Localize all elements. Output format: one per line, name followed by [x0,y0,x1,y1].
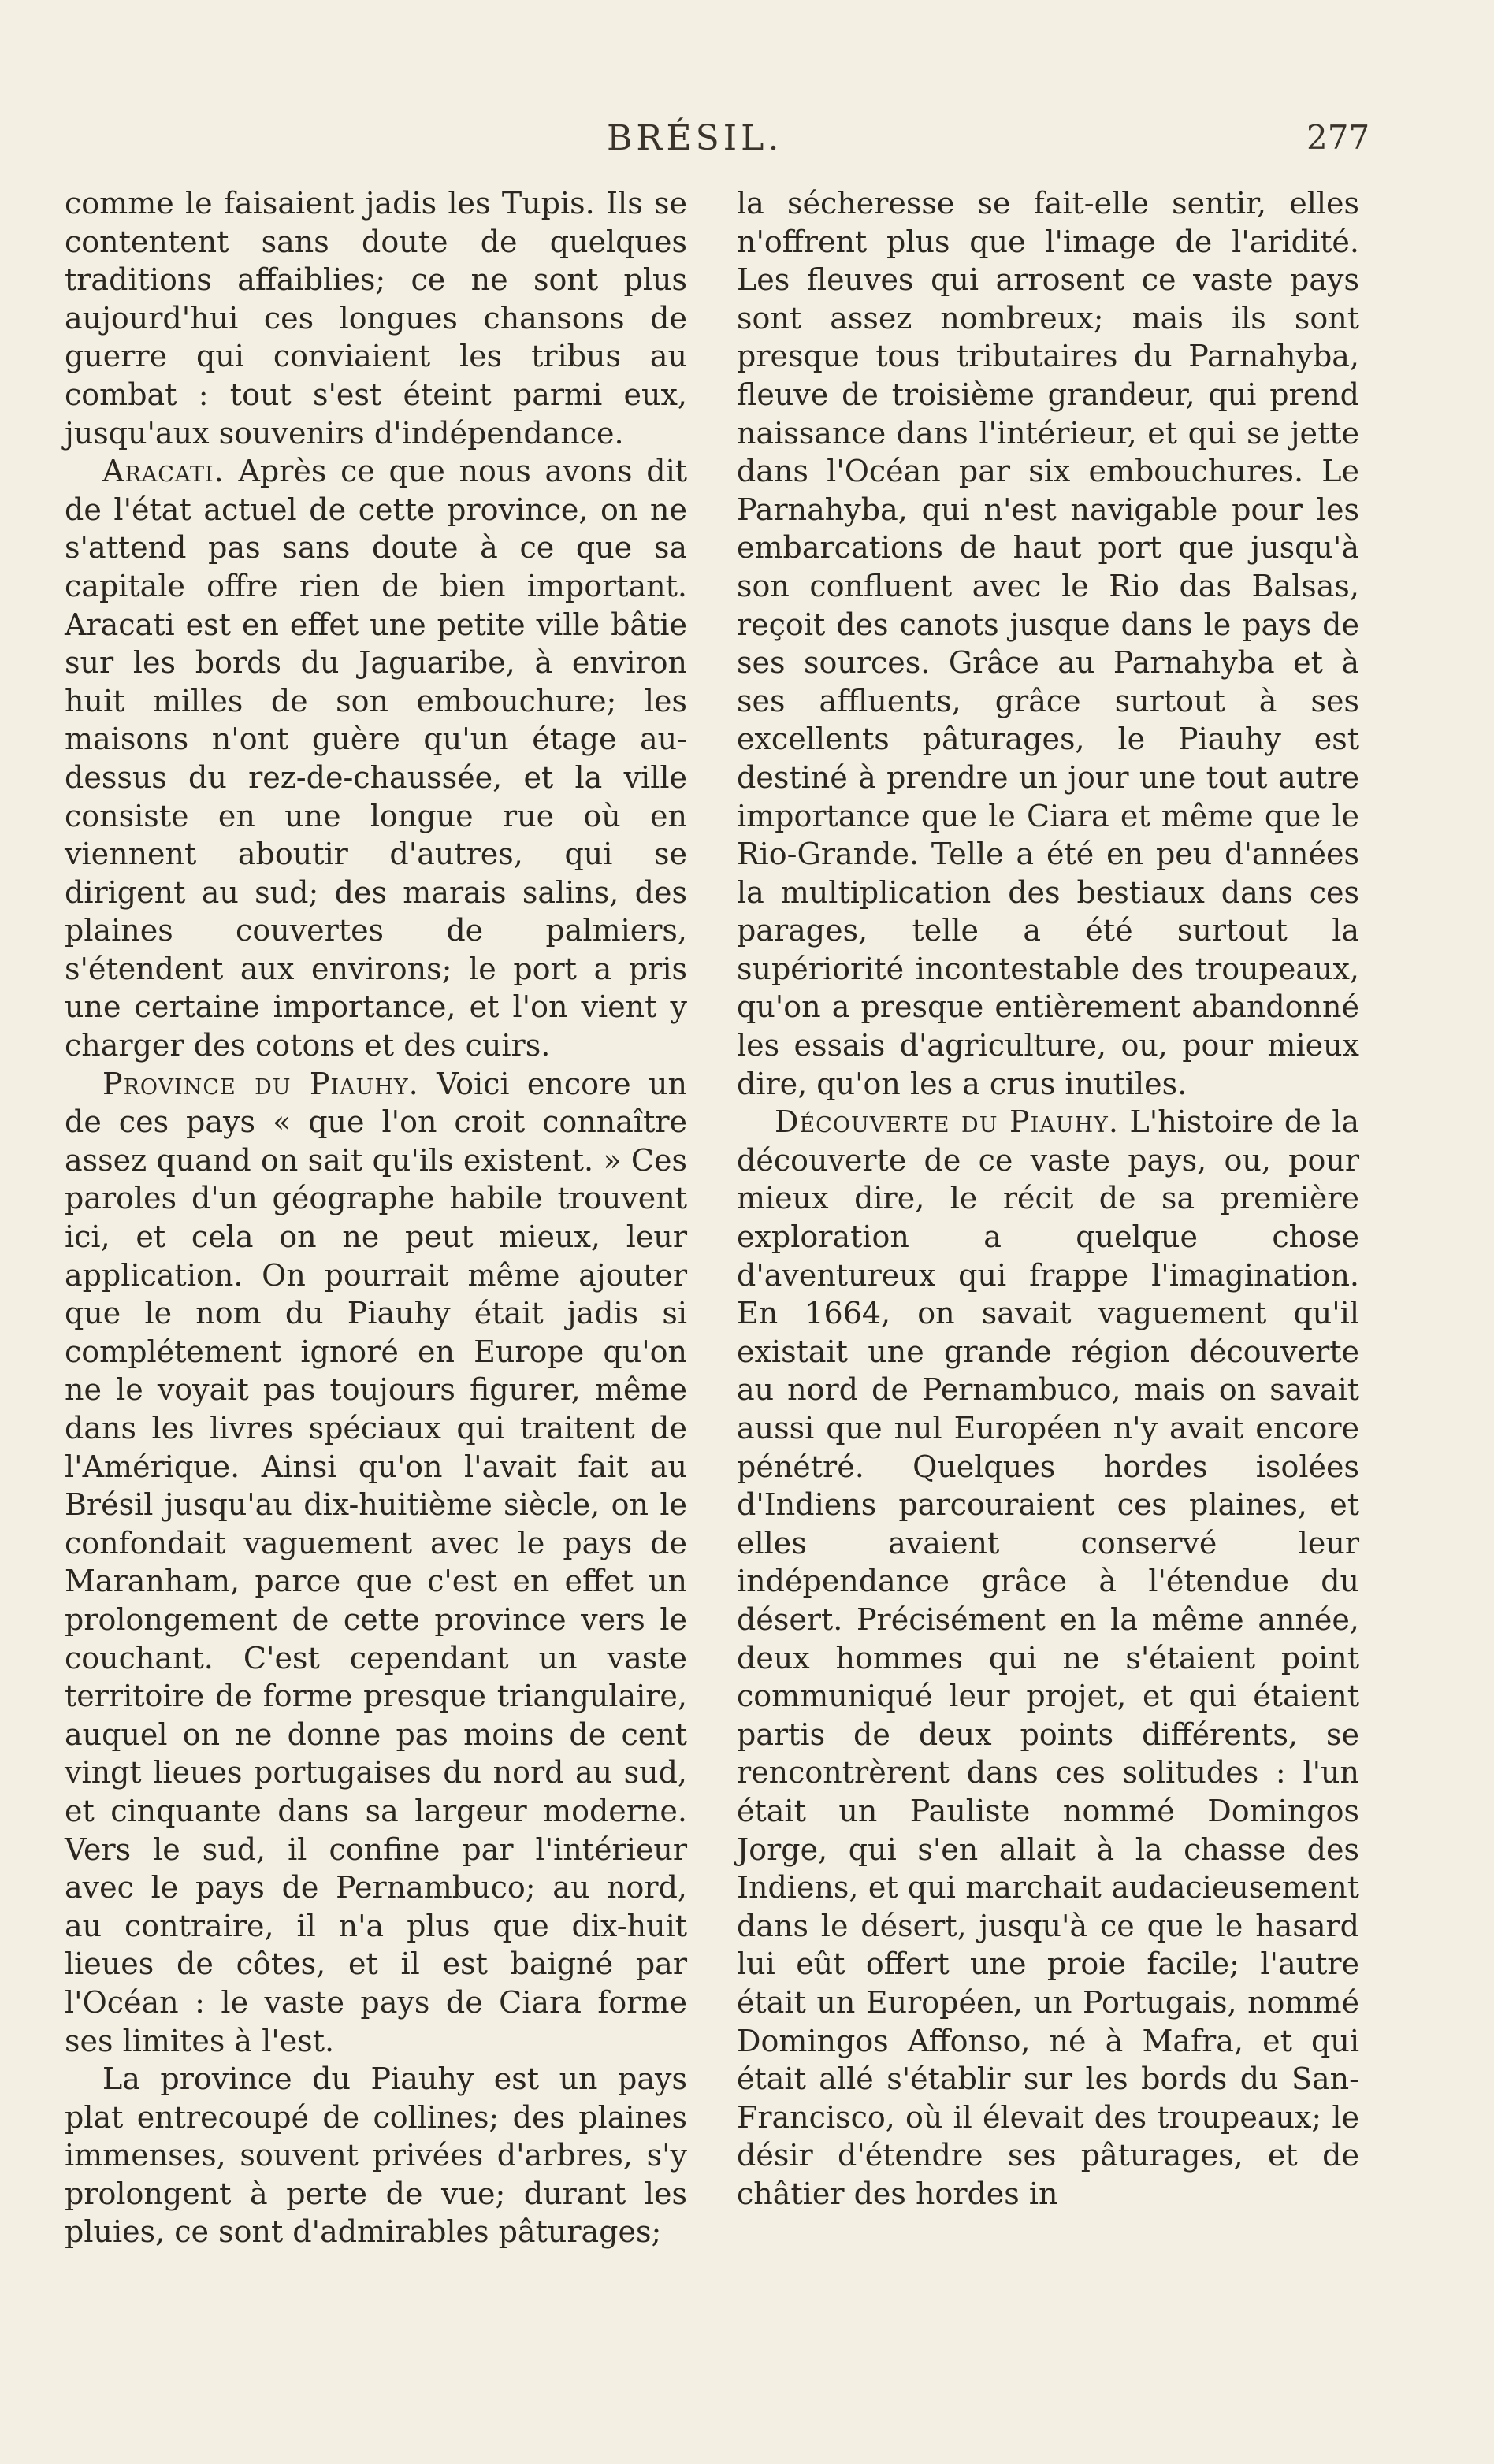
section-heading-decouverte: Découverte du Piauhy. [775,1104,1119,1140]
paragraph-decouverte-text: L'histoire de la découverte de ce vaste pays, ou, pour mieux dire, le récit de sa première exploration a quelque chose d'aventureux qui frappe l'imagination. En 1664, on savait vaguement qu'il existait une grande région découverte au nord de Pernambuco, mais on savait aussi que nul Européen n'y avait encore pénétré. Quelques hordes isolées d'Indiens parcouraient ces plaines, et elles avaient conservé leur indépendance grâce à l'étendue du désert. Précisément en la même année, deux hommes qui ne s'étaient point communiqué leur projet, et qui étaient partis de deux points différents, se rencontrèrent dans ces solitudes : l'un était un Pauliste nommé Domingos Jorge, qui s'en allait à la chasse des Indiens, et qui marchait audacieusement dans le désert, jusqu'à ce que le hasard lui eût offert une proie facile; l'autre était un Européen, un Portugais, nommé Domingos Affonso, né à Mafra, et qui était allé s'établir sur les bords du San-Francisco, où il élevait des troupeaux; le désir d'étendre ses pâturages, et de châtier des hordes in [737,1104,1359,2211]
section-heading-aracati: Aracati. [102,454,225,489]
page-number: 277 [1306,118,1370,157]
paragraph-plaines: La province du Piauhy est un pays plat entrecoupé de collines; des plaines immenses, souvent privées d'arbres, s'y prolongent à perte de vue; durant les pluies, ce sont d'admirables pâturages; [65,2061,687,2250]
paragraph-tupis: comme le faisaient jadis les Tupis. Ils se contentent sans doute de quelques traditions affaiblies; ce ne sont plus aujourd'hui ces longues chansons de guerre qui conviaient les tribus au combat : tout s'est éteint parmi eux, jusqu'aux souvenirs d'indépendance. [65,186,687,451]
left-column [65,184,687,2251]
paragraph-aracati [65,452,687,1065]
paragraph-secheresse: la sécheresse se fait-elle sentir, elles n'offrent plus que l'image de l'aridité. Les fleuves qui arrosent ce vaste pays sont assez nombreux; mais ils sont presque tous tributaires du Parnahyba, fleuve de troisième grandeur, qui prend naissance dans l'intérieur, et qui se jette dans l'Océan par six embouchures. Le Parnahyba, qui n'est navigable pour les embarcations de haut port que jusqu'à son confluent avec le Rio das Balsas, reçoit des canots jusque dans le pays de ses sources. Grâce au Parnahyba et à ses affluents, grâce surtout à ses excellents pâturages, le Piauhy est destiné à prendre un jour une tout autre importance que le Ciara et même que le Rio-Grande. Telle a été en peu d'années la multiplication des bestiaux dans ces parages, telle a été surtout la supériorité incontestable des troupeaux, qu'on a presque entièrement abandonné les essais d'agriculture, ou, pour mieux dire, qu'on les a crus inutiles. [737,186,1359,1101]
section-heading-province-piauhy: Province du Piauhy. [102,1066,419,1101]
paragraph-aracati-text: Après ce que nous avons dit de l'état actuel de cette province, on ne s'attend pas sans doute à ce que sa capitale offre rien de bien important. Aracati est en effet une petite ville bâtie sur les bords du Jaguaribe, à environ huit milles de son embouchure; les maisons n'ont guère qu'un étage au-dessus du rez-de-chaussée, et la ville consiste en une longue rue où en viennent aboutir d'autres, qui se dirigent au sud; des marais salins, des plaines couvertes de palmiers, s'étendent aux environs; le port a pris une certaine importance, et l'on vient y charger des cotons et des cuirs. [65,454,687,1063]
paragraph-province-piauhy [65,1065,687,2060]
running-title: BRÉSIL. [607,118,783,158]
paragraph-decouverte [737,1103,1359,2213]
right-column [737,184,1359,2213]
paragraph-province-piauhy-text: Voici encore un de ces pays « que l'on croit connaître assez quand on sait qu'ils existent. » Ces paroles d'un géographe habile trouvent ici, et cela on ne peut mieux, leur application. On pourrait même ajouter que le nom du Piauhy était jadis si complétement ignoré en Europe qu'on ne le voyait pas toujours figurer, même dans les livres spéciaux qui traitent de l'Amérique. Ainsi qu'on l'avait fait au Brésil jusqu'au dix-huitième siècle, on le confondait vaguement avec le pays de Maranham, parce que c'est en effet un prolongement de cette province vers le couchant. C'est cependant un vaste territoire de forme presque triangulaire, auquel on ne donne pas moins de cent vingt lieues portugaises du nord au sud, et cinquante dans sa largeur moderne. Vers le sud, il confine par l'intérieur avec le pays de Pernambuco; au nord, au contraire, il n'a plus que dix-huit lieues de côtes, et il est baigné par l'Océan : le vaste pays de Ciara forme ses limites à l'est. [65,1066,687,2058]
running-head [0,118,1494,165]
